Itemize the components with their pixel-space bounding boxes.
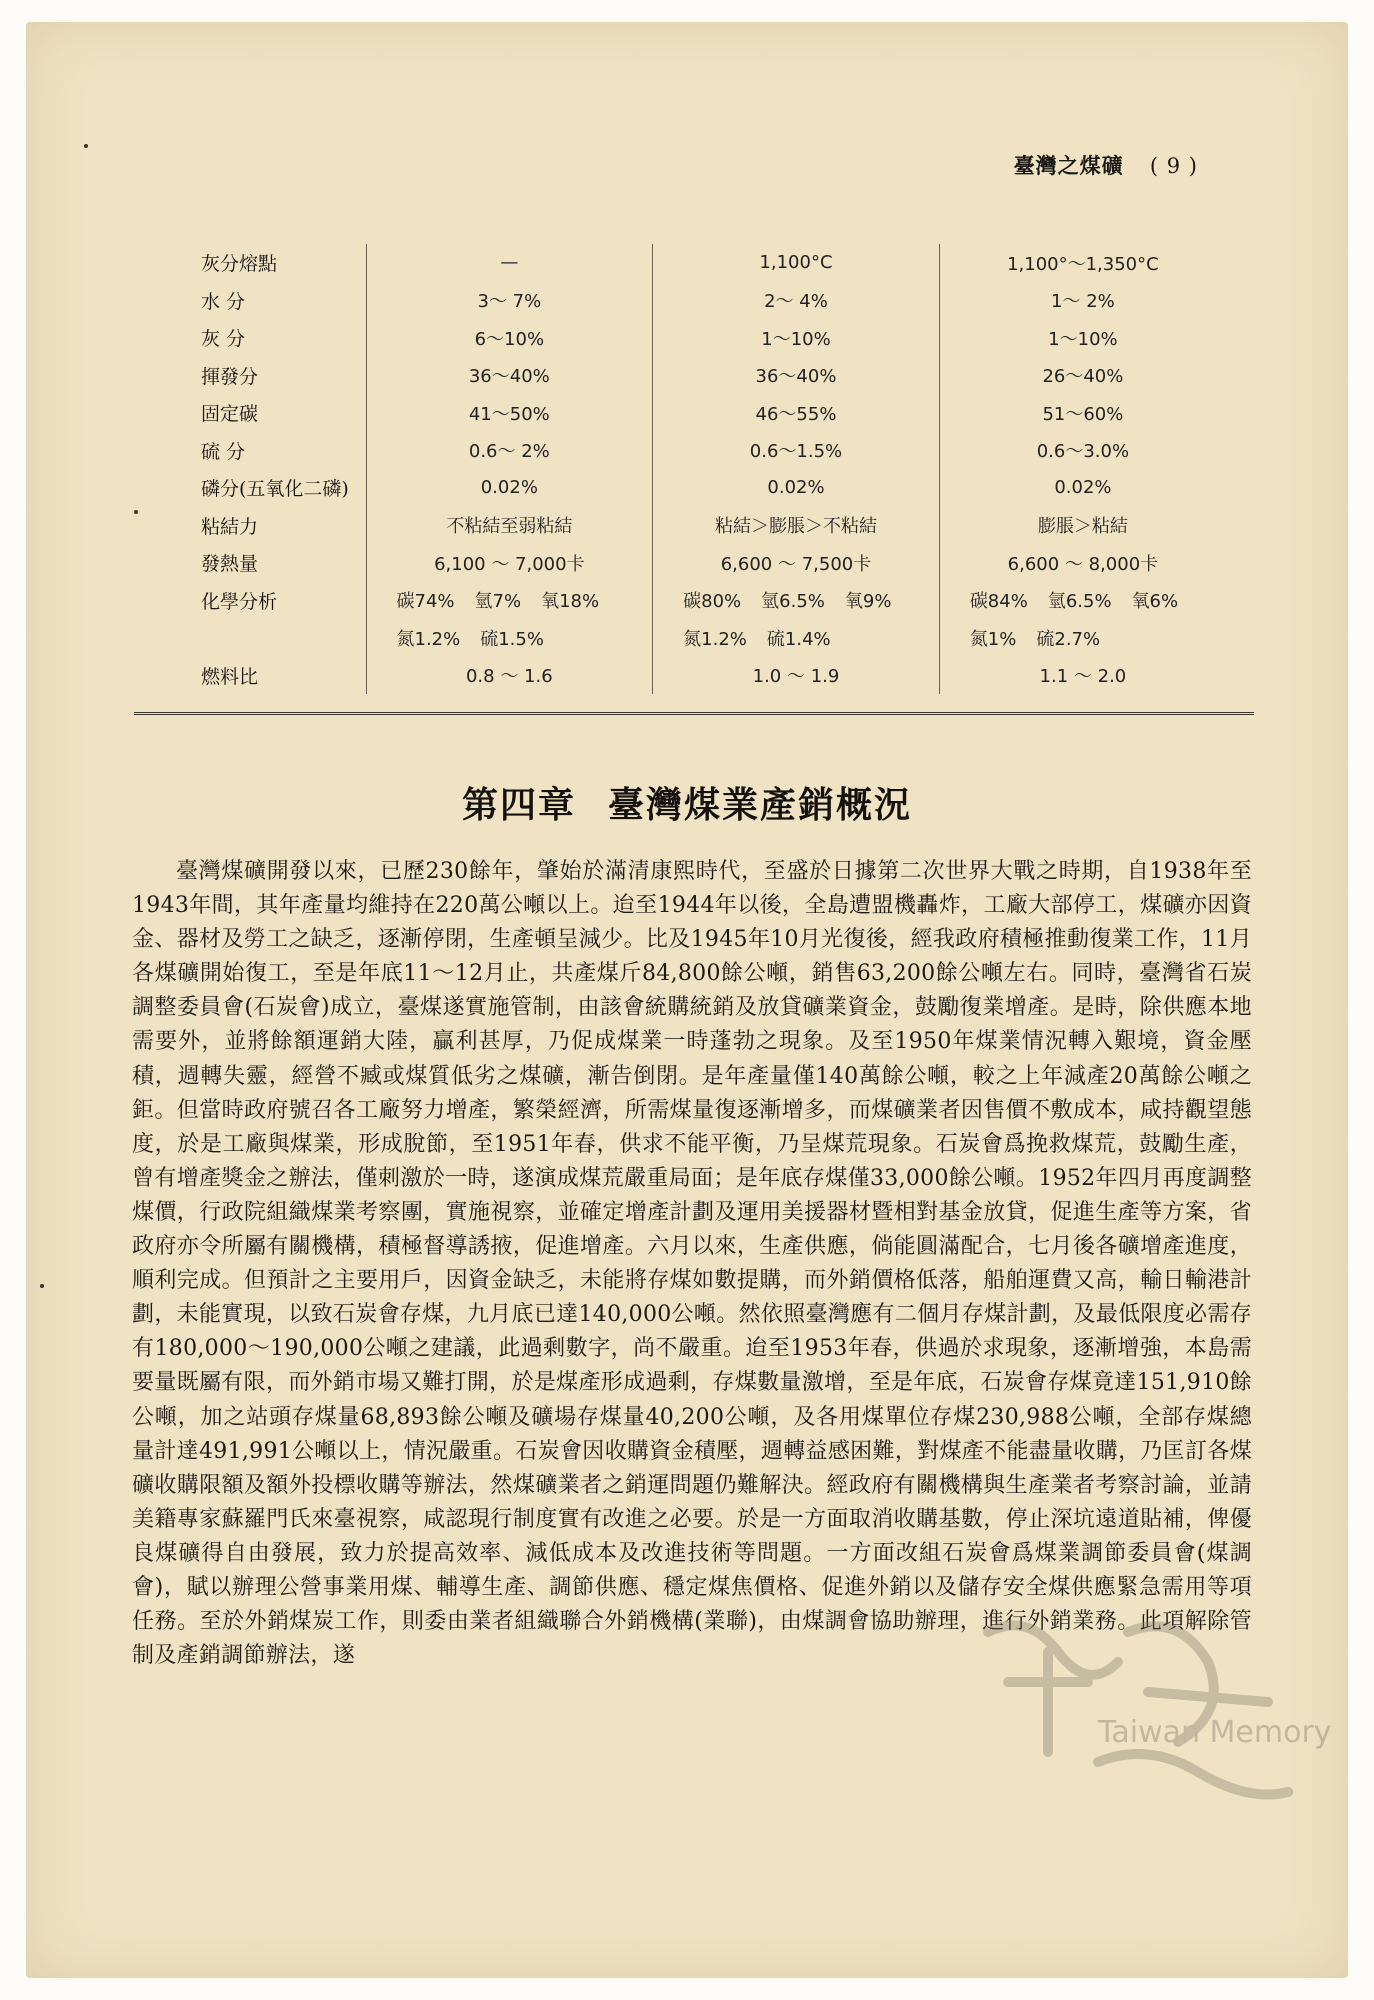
cell-part: 氧6% [1131, 591, 1179, 613]
cell: 1,100°C [653, 244, 940, 282]
cell: 26～40% [939, 357, 1226, 395]
table-row [166, 357, 1226, 395]
table-row [166, 507, 1226, 545]
cell-part: 硫1.4% [766, 628, 831, 650]
cell [939, 582, 1226, 620]
cell: 36～40% [653, 357, 940, 395]
cell: 1.1 ～ 2.0 [939, 657, 1226, 695]
row-label: 灰 分 [201, 328, 246, 351]
row-label: 固定碳 [201, 403, 259, 426]
cell: 41～50% [366, 394, 653, 432]
cell: 1～10% [653, 319, 940, 357]
cell-part: 氫6.5% [1047, 591, 1112, 613]
cell-part: 硫2.7% [1036, 628, 1101, 650]
table-row [166, 319, 1226, 357]
cell: 3～ 7% [366, 282, 653, 320]
page-number: ( 9 ) [1149, 154, 1198, 178]
cell: 2～ 4% [653, 282, 940, 320]
table-row [166, 244, 1226, 282]
cell: — [366, 244, 653, 282]
row-label: 硫 分 [201, 440, 246, 463]
cell-part: 氫6.5% [761, 591, 825, 613]
cell-part: 氮1.2% [683, 628, 747, 650]
cell: 0.6～3.0% [939, 432, 1226, 470]
cell: 0.6～1.5% [653, 432, 940, 470]
row-label: 發熱量 [201, 553, 259, 576]
cell [653, 619, 940, 657]
watermark-text: Taiwan Memory [1098, 1715, 1332, 1750]
table-row [166, 469, 1226, 507]
table-bottom-rule [134, 712, 1254, 715]
table-row [166, 544, 1226, 582]
table-row [166, 282, 1226, 320]
row-label: 磷分(五氧化二磷) [201, 478, 349, 501]
speck [134, 510, 138, 514]
cell: 6,600 ～ 7,500卡 [653, 544, 940, 582]
cell: 0.02% [653, 469, 940, 507]
running-header [1014, 150, 1198, 180]
row-label: 化學分析 [201, 590, 278, 613]
cell-part: 氮1.2% [396, 628, 461, 650]
row-label: 燃料比 [201, 665, 259, 688]
chapter-number: 第四章 [461, 784, 576, 826]
cell: 0.6～ 2% [366, 432, 653, 470]
document-page [26, 22, 1348, 1978]
cell-part: 碳80% [683, 591, 742, 613]
cell: 1,100°～1,350°C [939, 244, 1226, 282]
row-label [166, 619, 366, 657]
cell: 51～60% [939, 394, 1226, 432]
cell: 1～ 2% [939, 282, 1226, 320]
speck [84, 144, 88, 148]
chapter-title: 臺灣煤業產銷概況 [608, 784, 913, 826]
cell [366, 619, 653, 657]
cell-part: 硫1.5% [480, 628, 544, 650]
cell-part: 碳84% [969, 591, 1028, 613]
coal-properties-table [166, 244, 1226, 694]
cell: 1～10% [939, 319, 1226, 357]
cell [366, 582, 653, 620]
cell: 6～10% [366, 319, 653, 357]
chapter-heading [26, 777, 1348, 828]
cell-part: 氮1% [969, 628, 1017, 650]
cell-part: 碳74% [396, 591, 455, 613]
cell: 0.02% [939, 469, 1226, 507]
table-row [166, 582, 1226, 620]
row-label: 水 分 [201, 290, 246, 313]
cell: 1.0 ～ 1.9 [653, 657, 940, 695]
table-row [166, 432, 1226, 470]
cell: 0.02% [366, 469, 653, 507]
cell: 36～40% [366, 357, 653, 395]
cell-part: 氫7% [474, 591, 522, 613]
row-label: 粘結力 [201, 515, 259, 538]
cell: 不粘結至弱粘結 [366, 507, 653, 545]
cell: 46～55% [653, 394, 940, 432]
cell: 6,100 ～ 7,000卡 [366, 544, 653, 582]
header-title: 臺灣之煤礦 [1013, 153, 1124, 178]
cell: 6,600 ～ 8,000卡 [939, 544, 1226, 582]
speck [40, 1284, 44, 1288]
body-text [132, 855, 1252, 1673]
row-label: 灰分熔點 [201, 253, 278, 276]
cell: 膨脹＞粘結 [939, 507, 1226, 545]
table-row [166, 394, 1226, 432]
cell [939, 619, 1226, 657]
cell: 粘結＞膨脹＞不粘結 [653, 507, 940, 545]
cell [653, 582, 940, 620]
paragraph: 臺灣煤礦開發以來，已歷230餘年，肇始於滿清康熙時代，至盛於日據第二次世界大戰之時期，自1938年至1943年間，其年產量均維持在220萬公噸以上。迨至1944年以後，全島遭盟機轟炸，工廠大部停工，煤礦亦因資金、器材及勞工之缺乏，逐漸停閉，生產頓呈減少。比及1945年10月光復後，經我政府積極推動復業工作，11月各煤礦開始復工，至是年底11～12月止，共產煤斤84,800餘公噸，銷售63,200餘公噸左右。同時，臺灣省石炭調整委員會(石炭會)成立，臺煤遂實施管制，由該會統購統銷及放貸礦業資金，鼓勵復業增產。是時，除供應本地需要外，並將餘額運銷大陸，贏利甚厚，乃促成煤業一時蓬勃之現象。及至1950年煤業情況轉入艱境，資金壓積，週轉失靈，經營不臧或煤質低劣之煤礦，漸告倒閉。是年產量僅140萬餘公噸，較之上年減產20萬餘公噸之鉅。但當時政府號召各工廠努力增產，繁榮經濟，所需煤量復逐漸增多，而煤礦業者因售價不敷成本，咸持觀望態度，於是工廠與煤業，形成脫節，至1951年春，供求不能平衡，乃呈煤荒現象。石炭會爲挽救煤荒，鼓勵生產，曾有增產獎金之辦法，僅刺激於一時，遂演成煤荒嚴重局面；是年底存煤僅33,000餘公噸。1952年四月再度調整煤價，行政院組織煤業考察團，實施視察，並確定增產計劃及運用美援器材暨相對基金放貸，促進生產等方案，省政府亦令所屬有關機構，積極督導誘掖，促進增產。六月以來，生產供應，倘能圓滿配合，七月後各礦增產進度，順利完成。但預計之主要用戶，因資金缺乏，未能將存煤如數提購，而外銷價格低落，船舶運費又高，輸日輸港計劃，未能實現，以致石炭會存煤，九月底已達140,000公噸。然依照臺灣應有二個月存煤計劃，及最低限度必需存有180,000～190,000公噸之建議，此過剩數字，尚不嚴重。迨至1953年春，供過於求現象，逐漸增強，本島需要量既屬有限，而外銷市場又難打開，於是煤產形成過剩，存煤數量激增，至是年底，石炭會存煤竟達151,910餘公噸，加之站頭存煤量68,893餘公噸及礦場存煤量40,200公噸，及各用煤單位存煤230,988公噸，全部存煤總量計達491,991公噸以上，情況嚴重。石炭會因收購資金積壓，週轉益感困難，對煤產不能盡量收購，乃匡訂各煤礦收購限額及額外投標收購等辦法，然煤礦業者之銷運問題仍難解決。經政府有關機構與生產業者考察討論，並請美籍專家蘇羅門氏來臺視察，咸認現行制度實有改進之必要。於是一方面取消收購基數，停止深坑遠道貼補，俾優良煤礦得自由發展，致力於提高效率、減低成本及改進技術等問題。一方面改組石炭會爲煤業調節委員會(煤調會)，賦以辦理公營事業用煤、輔導生產、調節供應、穩定煤焦價格、促進外銷以及儲存安全煤供應緊急需用等項任務。至於外銷煤炭工作，則委由業者組織聯合外銷機構(業聯)，由煤調會協助辦理，進行外銷業務。此項解除管制及產銷調節辦法，遂 [132, 859, 1252, 1669]
row-label: 揮發分 [201, 365, 259, 388]
cell: 0.8 ～ 1.6 [366, 657, 653, 695]
cell-part: 氧9% [844, 591, 892, 613]
table-row [166, 619, 1226, 657]
cell-part: 氧18% [541, 591, 600, 613]
table-row [166, 657, 1226, 695]
